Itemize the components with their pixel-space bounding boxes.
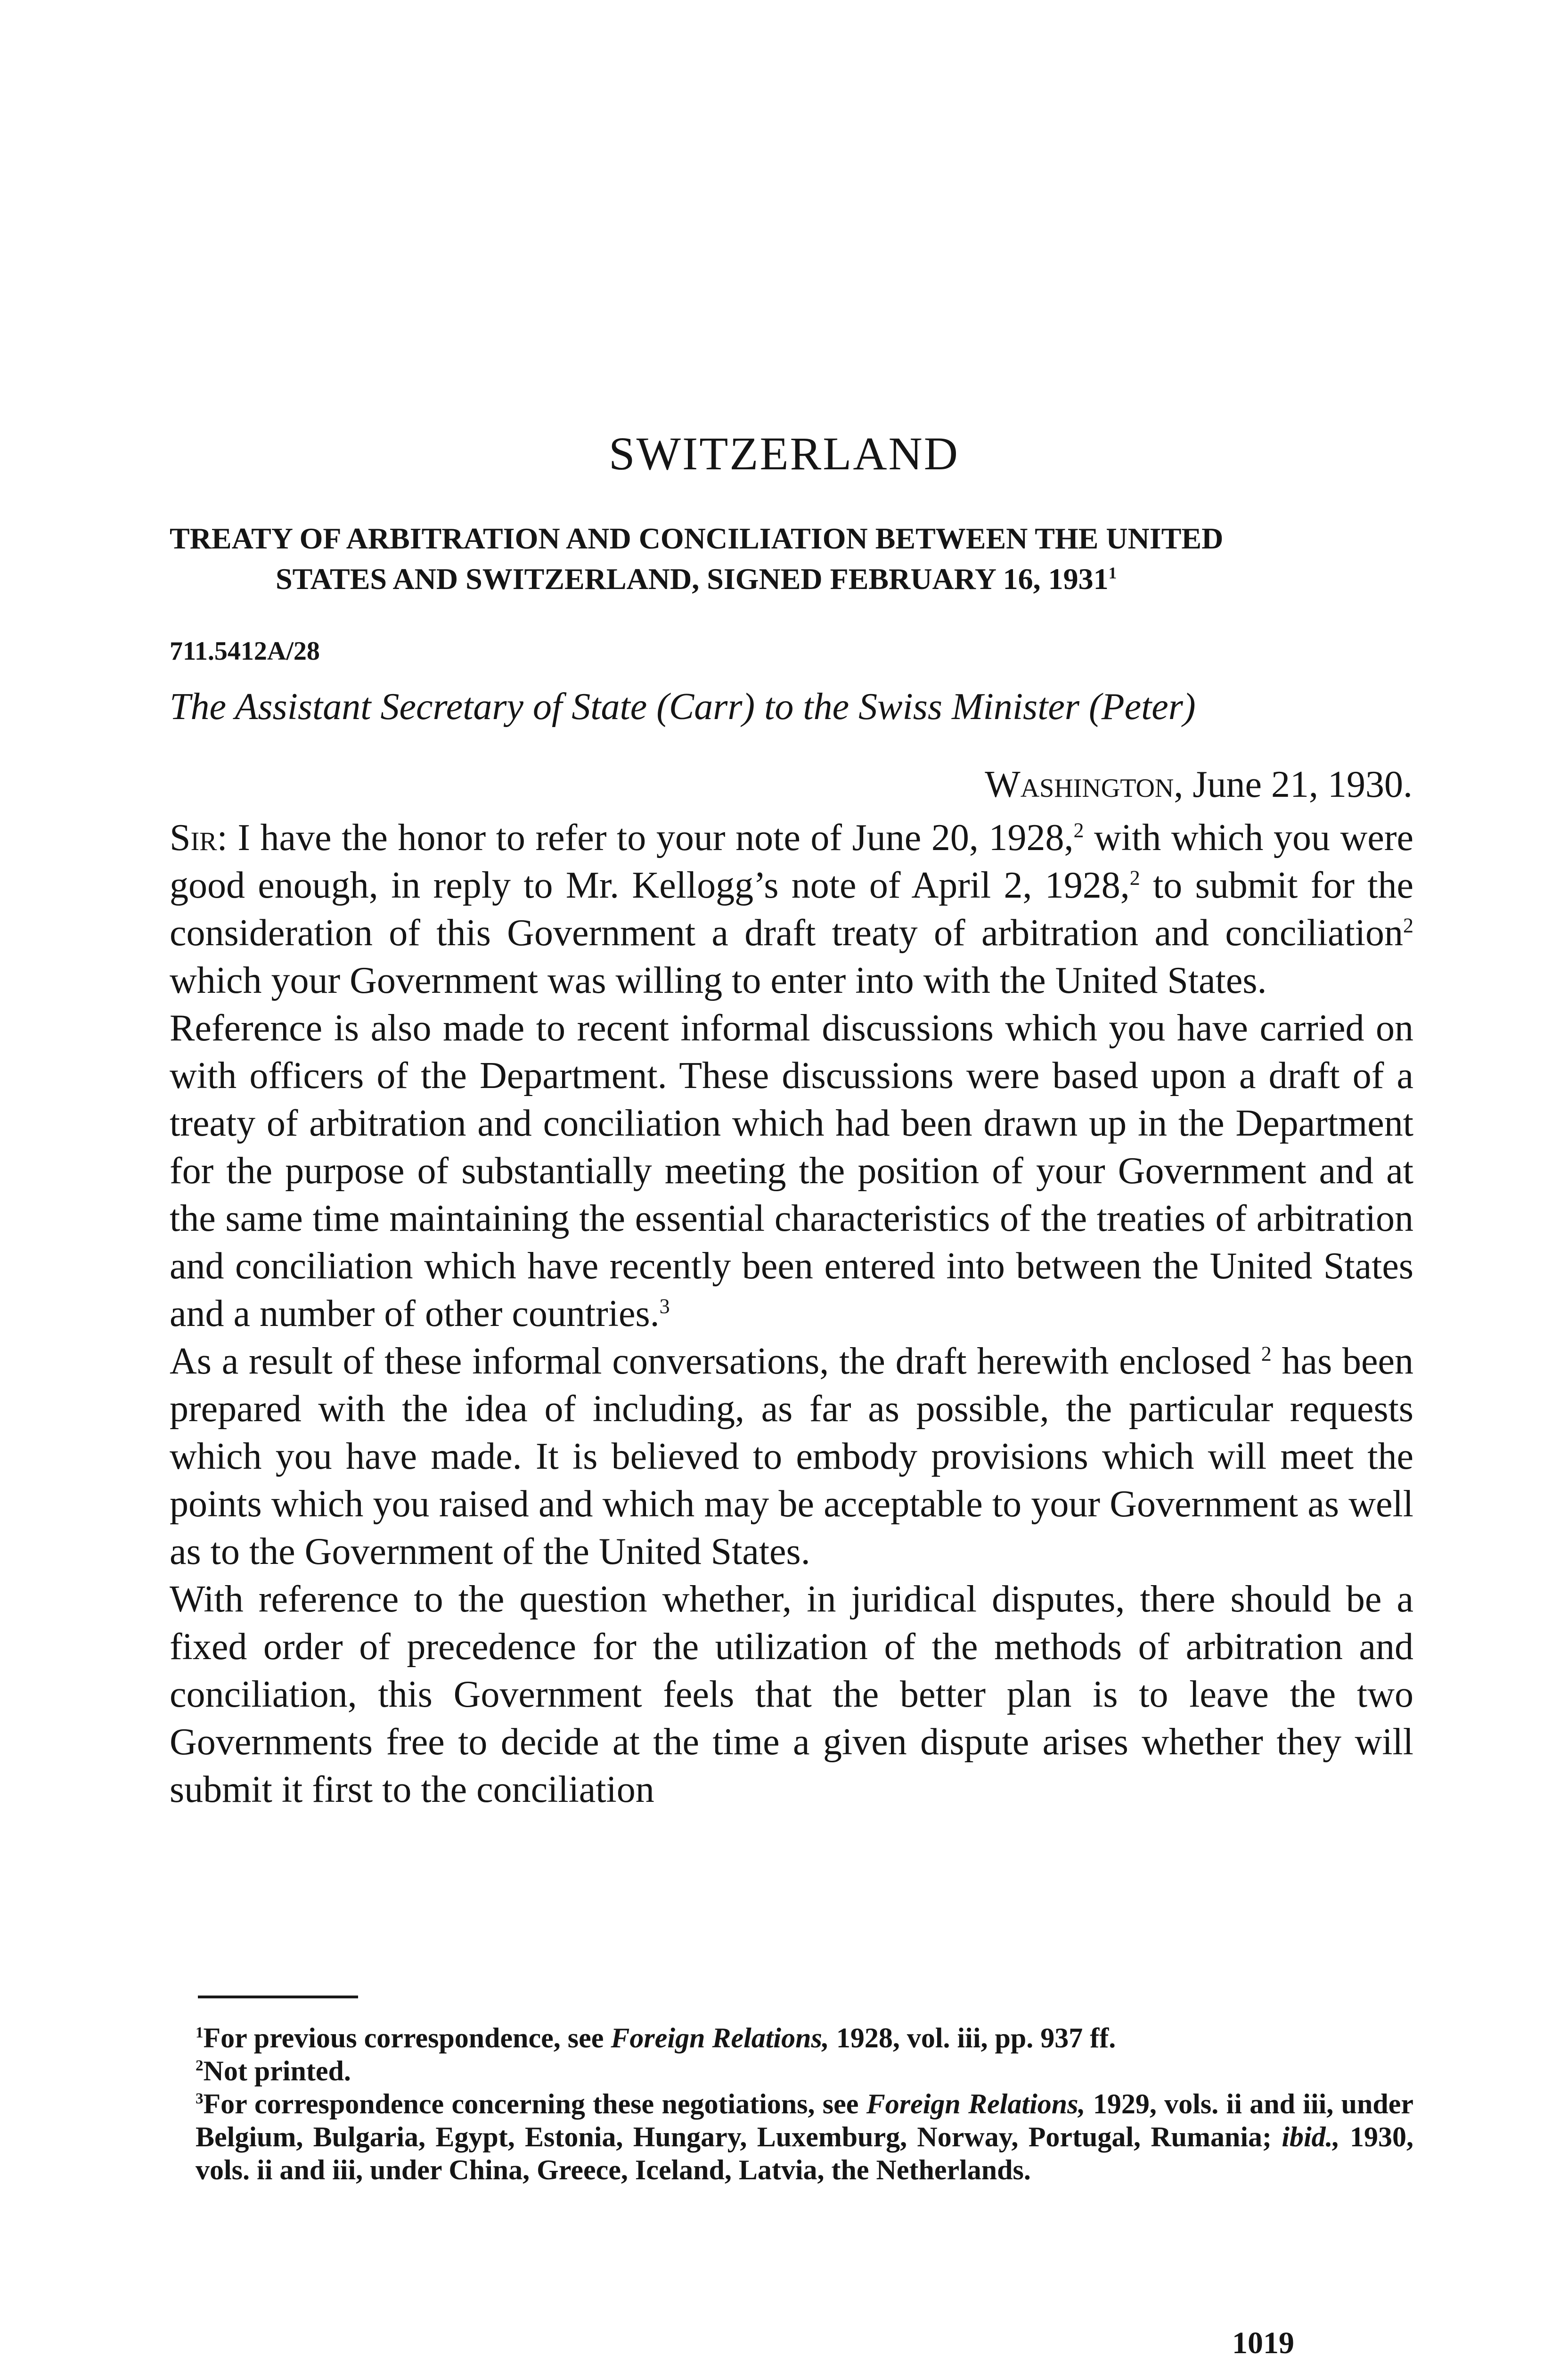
treaty-heading-line1: TREATY OF ARBITRATION AND CONCILIATION BETWEEN THE UNITED — [170, 522, 1224, 555]
page-number: 1019 — [1232, 2326, 1294, 2356]
document-title: The Assistant Secretary of State (Carr) to the Swiss Minister (Peter) — [170, 686, 1196, 728]
paragraph-2-text: Reference is also made to recent informal discussions which you have carried on with officers of the Department. These discussions were based upon a draft of a treaty of arbitration and conciliation which had been drawn up in the Department for the purpose of substantially meeting the position of your Government and at the same time maintaining the essential characteristics of the treaties of arbitration and conciliation which have recently been entered into between the United States and a number of other countries. — [170, 1007, 1413, 1334]
footnote-ref: 2 — [1129, 866, 1140, 890]
paragraph-1-text-c: to submit for the consideration of this Government a draft treaty of arbitration and conciliation — [170, 865, 1413, 954]
section-title: SWITZERLAND — [609, 427, 959, 480]
paragraph-3-text-a: As a result of these informal conversations, the draft herewith enclosed — [170, 1341, 1251, 1382]
footnote-1-text-b: 1928, vol. iii, pp. 937 ff. — [829, 2022, 1116, 2053]
paragraph-2 — [170, 1005, 1413, 1338]
footnote-3 — [170, 2087, 1413, 2186]
treaty-heading-line2-text: STATES AND SWITZERLAND, SIGNED FEBRUARY 16, 1931 — [276, 562, 1109, 596]
dateline-date: June 21, 1930. — [1192, 764, 1413, 805]
footnote-3-text-a: For correspondence concerning these negotiations, see — [203, 2088, 866, 2119]
footnote-ref: 2 — [1261, 1342, 1272, 1366]
treaty-heading-line2 — [170, 559, 1418, 599]
dateline — [985, 763, 1413, 806]
paragraph-1-text-d: which your Government was willing to enter into with the United States. — [170, 960, 1267, 1001]
footnote-number: 3 — [196, 2090, 204, 2107]
footnote-ref: 2 — [1073, 818, 1084, 842]
footnote-1 — [170, 2021, 1413, 2054]
treaty-heading — [170, 518, 1418, 599]
footnote-3-ibid: ibid., — [1282, 2121, 1340, 2152]
paragraph-3 — [170, 1338, 1413, 1576]
paragraph-4-text: With reference to the question whether, in juridical disputes, there should be a fixed order of precedence for the utilization of the methods of arbitration and conciliation, this Government feels that the better plan is to leave the two Governments free to decide at the time a given dispute arises whether they will submit it first to the conciliation — [170, 1579, 1413, 1810]
footnote-ref: 3 — [659, 1294, 670, 1318]
dateline-place: Washington, — [985, 764, 1184, 805]
footnote-3-text-b: 1929, vols. ii and iii, under Belgium, Bulgaria, Egypt, Estonia, Hungary, Luxemburg, Norway, Portugal, Rumania; — [196, 2088, 1414, 2152]
footnote-number: 2 — [196, 2057, 204, 2074]
footnotes — [170, 2021, 1413, 2186]
footnote-divider — [198, 1996, 358, 1998]
paragraph-1-text-b: with which you were good enough, in reply to Mr. Kellogg’s note of April 2, 1928, — [170, 817, 1414, 906]
paragraph-1-text-a: I have the honor to refer to your note of June 20, 1928, — [237, 817, 1074, 859]
footnote-1-text-a: For previous correspondence, see — [203, 2022, 611, 2053]
salutation: Sir: — [170, 817, 228, 859]
footnote-ref: 2 — [1403, 914, 1413, 937]
footnote-number: 1 — [196, 2024, 204, 2041]
paragraph-1 — [170, 814, 1413, 1005]
footnote-2-text: Not printed. — [203, 2055, 351, 2086]
file-number: 711.5412A/28 — [170, 637, 320, 666]
footnote-3-italic: Foreign Relations, — [866, 2088, 1086, 2119]
footnote-3-text-c: 1930, vols. ii and iii, under China, Greece, Iceland, Latvia, the Netherlands. — [196, 2121, 1413, 2185]
footnote-2 — [170, 2054, 1413, 2087]
footnote-1-italic: Foreign Relations, — [611, 2022, 829, 2053]
paragraph-4 — [170, 1576, 1413, 1814]
letter-body — [170, 814, 1413, 1814]
paragraph-3-text-b: has been prepared with the idea of including, as far as possible, the particular requests which you have made. It is believed to embody provisions which will meet the points which you raised and which may be acceptable to your Government as well as to the Government of the United States. — [170, 1341, 1414, 1572]
footnote-ref: 1 — [1108, 564, 1117, 582]
